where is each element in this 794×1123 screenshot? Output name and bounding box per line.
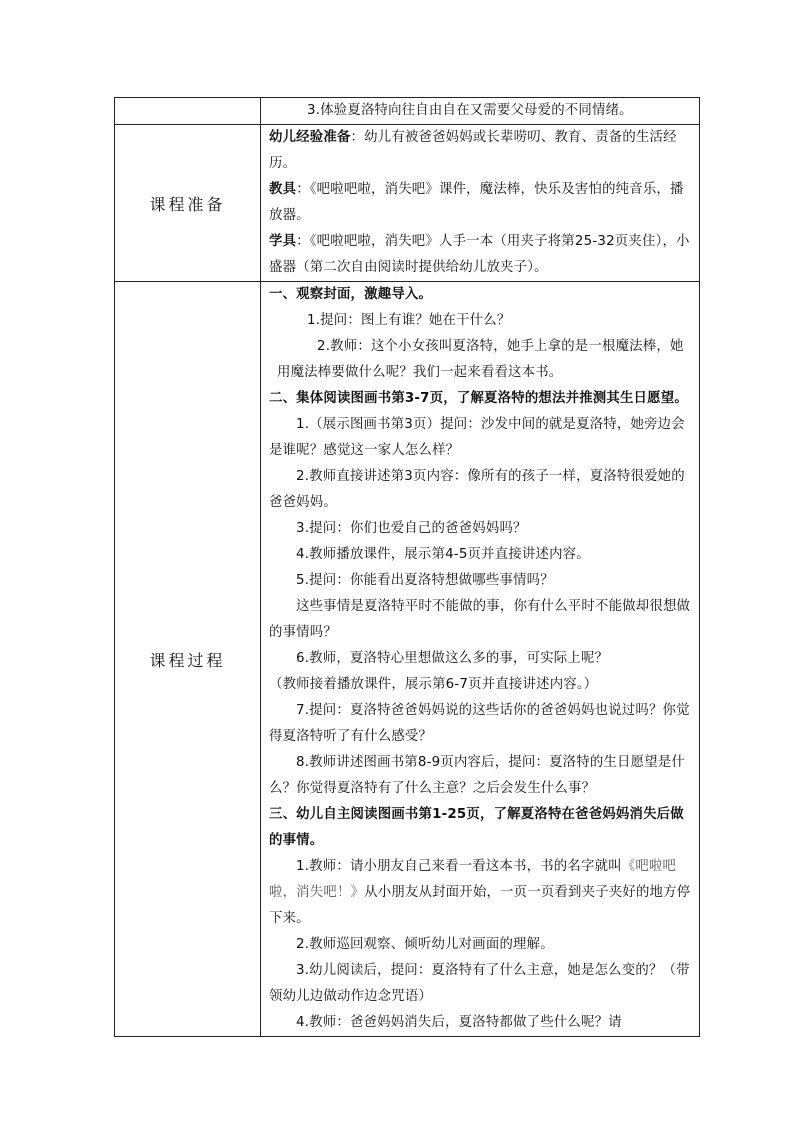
section-2-item-7: 7.提问：夏洛特爸爸妈妈说的这些话你的爸爸妈妈也说过吗？你觉得夏洛特听了有什么感受？ xyxy=(269,703,690,744)
table-row-objectives xyxy=(115,98,700,125)
table-row-process xyxy=(115,282,700,1037)
prep-experience xyxy=(269,125,693,177)
section-2-item-8: 8.教师讲述图画书第8-9页内容后，提问：夏洛特的生日愿望是什么？你觉得夏洛特有了什么主意？之后会发生什么事？ xyxy=(269,755,686,796)
section-2-item-1: 1.（展示图画书第3页）提问：沙发中间的就是夏洛特，她旁边会是谁呢？感觉这一家人怎么样？ xyxy=(269,417,685,458)
section-3-item-2: 2.教师巡回观察、倾听幼儿对画面的理解。 xyxy=(296,937,554,952)
row-label-process: 课程过程 xyxy=(115,282,261,1037)
prep-learning xyxy=(269,229,693,281)
section-3-item-1-text-a: 1.教师：请小朋友自己来看一看这本书，书的名字就叫 xyxy=(296,859,622,874)
lesson-plan-table xyxy=(114,97,700,1037)
row-label-prep: 课程准备 xyxy=(115,125,261,282)
table-row-prep xyxy=(115,125,700,282)
prep-tools-text: ：《吧啦吧啦，消失吧》课件，魔法棒，快乐及害怕的纯音乐，播放器。 xyxy=(269,182,684,223)
objective-3: 3.体验夏洛特向往自由自在又需要父母爱的不同情绪。 xyxy=(307,103,633,118)
section-2-item-2: 2.教师直接讲述第3页内容：像所有的孩子一样，夏洛特很爱她的爸爸妈妈。 xyxy=(269,469,685,510)
section-2-item-6-note: （教师接着播放课件，展示第6-7页并直接讲述内容。） xyxy=(269,677,598,692)
prep-learning-text: ：《吧啦吧啦，消失吧》人手一本（用夹子将第25-32页夹住），小盛器（第二次自由阅读时提供给幼儿放夹子）。 xyxy=(269,234,690,275)
prep-tools-title: 教具 xyxy=(269,182,297,197)
section-3-item-3: 3.幼儿阅读后，提问：夏洛特有了什么主意，她是怎么变的？（带领幼儿边做动作边念咒语） xyxy=(269,963,690,1004)
row-label-empty xyxy=(115,98,261,125)
process-cell xyxy=(261,282,700,1037)
section-3-item-4: 4.教师：爸爸妈妈消失后，夏洛特都做了些什么呢？请 xyxy=(296,1015,622,1030)
section-1-item-1: 1.提问：图上有谁？她在干什么？ xyxy=(307,313,511,328)
objectives-cell xyxy=(261,98,700,125)
section-3-title: 三、幼儿自主阅读图画书第1-25页，了解夏洛特在爸爸妈妈消失后做的事情。 xyxy=(269,807,684,848)
prep-experience-text: ：幼儿有被爸爸妈妈或长辈唠叨、教育、责备的生活经历。 xyxy=(269,130,677,171)
prep-experience-title: 幼儿经验准备 xyxy=(269,130,351,145)
prep-tools xyxy=(269,177,693,229)
section-2-item-4: 4.教师播放课件，展示第4-5页并直接讲述内容。 xyxy=(296,547,590,562)
section-3-item-1-text-b: 从小朋友从封面开始，一页一页看到夹子夹好的地方停下来。 xyxy=(269,885,691,926)
section-3-item-1 xyxy=(269,854,693,932)
section-2-item-6: 6.教师，夏洛特心里想做这么多的事，可实际上呢？ xyxy=(296,651,609,666)
prep-learning-title: 学具 xyxy=(269,234,297,249)
section-2-title: 二、集体阅读图画书第3-7页，了解夏洛特的想法并推测其生日愿望。 xyxy=(269,391,688,406)
book-title: 《吧啦吧啦，消失吧！》 xyxy=(269,859,677,900)
section-1-title: 一、观察封面，激趣导入。 xyxy=(269,287,433,302)
prep-cell xyxy=(261,125,700,282)
section-2-item-5: 5.提问：你能看出夏洛特想做哪些事情吗？ xyxy=(296,573,554,588)
section-2-item-3: 3.提问：你们也爱自己的爸爸妈妈吗？ xyxy=(296,521,527,536)
section-1-item-2: 2.教师：这个小女孩叫夏洛特，她手上拿的是一根魔法棒，她用魔法棒要做什么呢？我们一起来看看这本书。 xyxy=(277,339,684,380)
section-2-item-5-followup: 这些事情是夏洛特平时不能做的事，你有什么平时不能做却很想做的事情吗？ xyxy=(269,599,691,640)
